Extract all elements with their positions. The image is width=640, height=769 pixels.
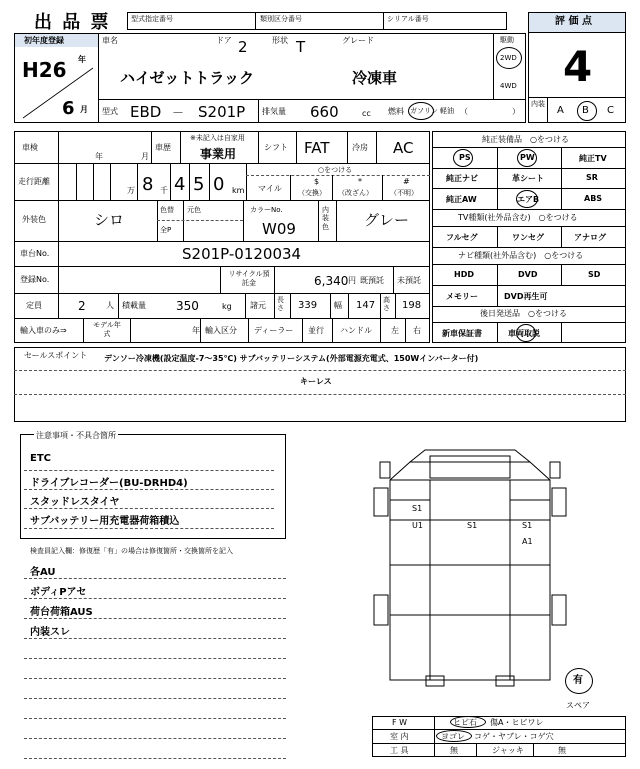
first-reg-label: 初年度登録 xyxy=(24,36,64,45)
eq-leather: 革シート xyxy=(512,174,544,183)
damage-s1-left: S1 xyxy=(412,504,423,513)
type-designation-label: 型式指定番号 xyxy=(131,15,173,23)
model-prefix: EBD xyxy=(130,103,162,121)
model-value: S201P xyxy=(198,103,246,121)
shape-value: T xyxy=(296,38,306,56)
vehicle-damage-diagram xyxy=(370,440,570,700)
damage-s1-center: S1 xyxy=(467,521,478,530)
width-value: 147 xyxy=(356,300,376,311)
damage-s1-right: S1 xyxy=(522,521,533,530)
damage-u1: U1 xyxy=(412,521,423,530)
ac-value: AC xyxy=(393,139,414,157)
interior-option-selected: ヨゴレ xyxy=(441,732,465,741)
spare-label: スペア xyxy=(566,701,590,710)
spare-value: 有 xyxy=(573,675,583,686)
length-value: 339 xyxy=(298,300,318,311)
recycle-amount: 6,340 xyxy=(314,274,349,288)
capacity-value: 2 xyxy=(78,299,86,313)
inspector-title: 検査員記入欄：修復歴「有」の場合は修復箇所・交換箇所を記入 xyxy=(30,547,233,555)
sales-point-line2: キーレス xyxy=(300,377,332,386)
reg-month: 6 xyxy=(62,98,75,119)
notes-title: 注意事項・不具合箇所 xyxy=(36,431,116,440)
mileage-digit-3: 5 xyxy=(193,174,205,195)
score-value: 4 xyxy=(563,42,593,91)
sales-point-line1: デンソー冷凍機(設定温度-7～35℃) サブバッテリーシステム(外部電源充電式、150Wインバーター付) xyxy=(104,354,479,363)
eq-tv: 純正TV xyxy=(579,154,607,163)
height-value: 198 xyxy=(402,300,422,311)
eq-pw: PW xyxy=(520,153,535,162)
grade-value: 冷凍車 xyxy=(352,69,398,87)
header-fields xyxy=(127,12,507,30)
mileage-digit-4: 0 xyxy=(213,174,225,195)
load-value: 350 xyxy=(176,299,199,313)
tools-value: 無 xyxy=(450,746,458,755)
form-title: 出 品 票 xyxy=(34,12,111,33)
score-label: 評 価 点 xyxy=(555,16,592,27)
color-no: W09 xyxy=(262,220,296,238)
shift-value: FAT xyxy=(304,139,330,157)
history-value: 事業用 xyxy=(200,147,237,161)
jack-value: 無 xyxy=(558,746,566,755)
fw-option-selected: ヒビ石 xyxy=(453,718,477,727)
interior-color: グレー xyxy=(364,211,410,229)
mileage-digit-1: 8 xyxy=(142,174,154,195)
damage-a1: A1 xyxy=(522,537,533,546)
eq-airbag: エアB xyxy=(517,195,540,204)
drive-4wd: 4WD xyxy=(500,82,517,90)
car-name: ハイゼットトラック xyxy=(120,69,254,87)
eq-ps: PS xyxy=(459,153,471,162)
mileage-digit-2: 4 xyxy=(174,174,186,195)
equipment-title: 純正装備品 ○をつける xyxy=(482,135,569,144)
eq-navi: 純正ナビ xyxy=(446,174,478,183)
reg-year: H26 xyxy=(22,58,67,82)
eq-aw: 純正AW xyxy=(446,195,477,204)
interior-grade: B xyxy=(582,105,589,116)
serial-label: シリアル番号 xyxy=(387,15,429,23)
exterior-color: シロ xyxy=(94,211,125,229)
displacement-value: 660 xyxy=(310,103,339,121)
doors-value: 2 xyxy=(238,38,248,56)
eq-sr: SR xyxy=(586,173,598,182)
eq-abs: ABS xyxy=(584,194,603,203)
drive-2wd: 2WD xyxy=(500,54,517,62)
car-name-label: 車名 xyxy=(102,36,118,45)
chassis-no: S201P-0120034 xyxy=(182,245,302,263)
fuel-value: ガソリン xyxy=(410,107,438,115)
category-label: 類別区分番号 xyxy=(260,15,302,23)
